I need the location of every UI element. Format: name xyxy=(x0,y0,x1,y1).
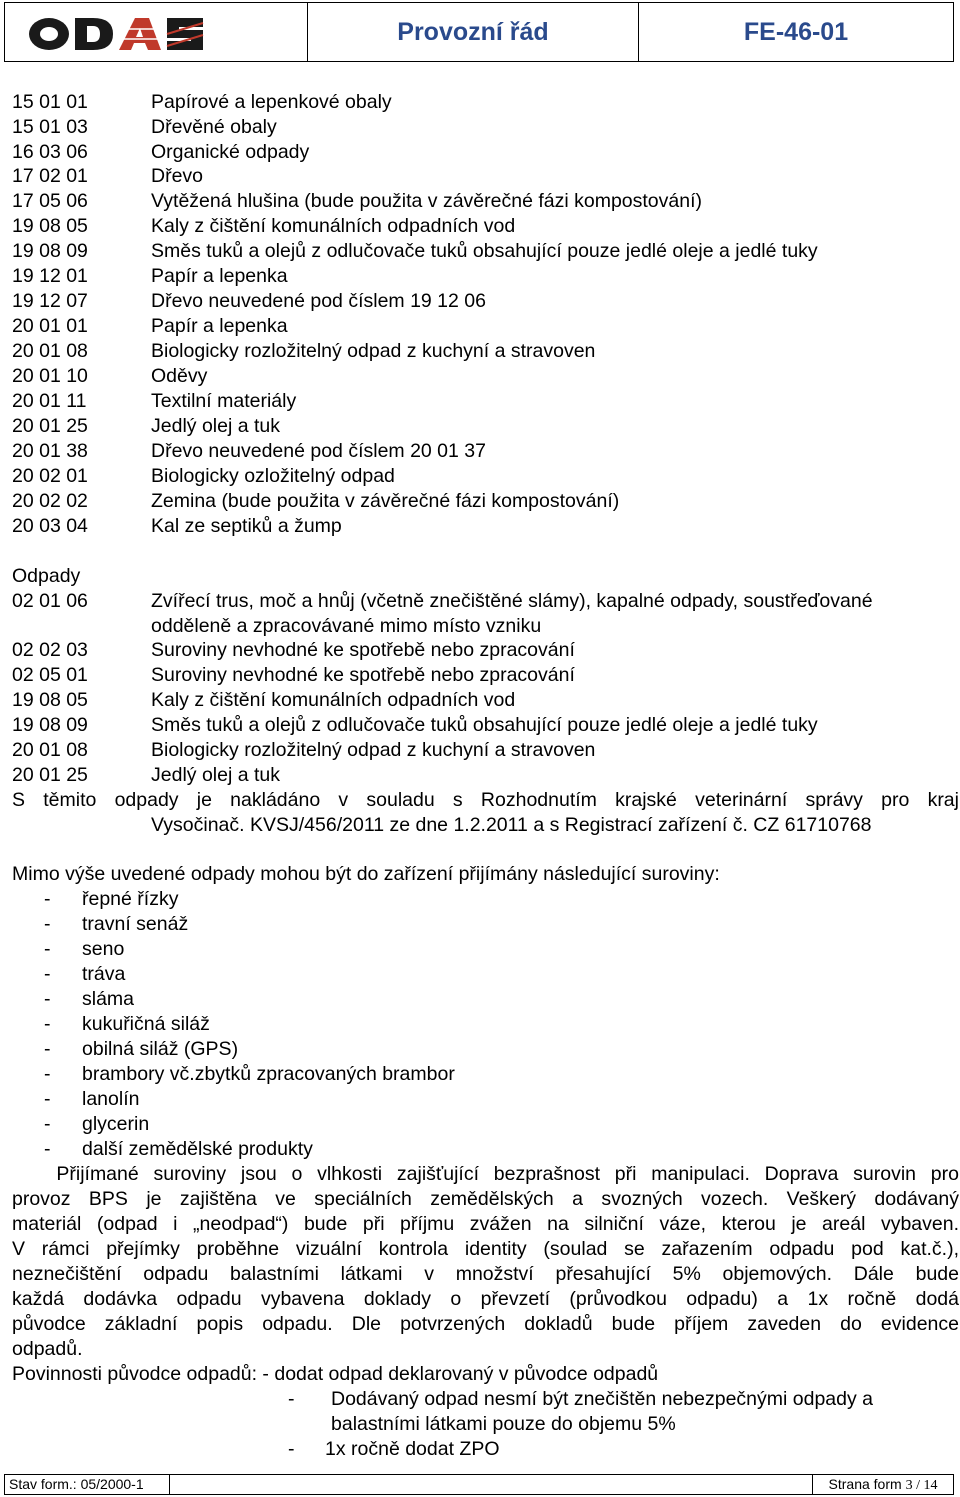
duty-dash: - xyxy=(288,1388,295,1410)
paragraph-line: V rámci přejímky proběhne vizuální kontrola identity (soulad se zařazením odpadu pod kat.č.), xyxy=(12,1238,959,1260)
waste-desc: Dřevo neuvedené pod číslem 20 01 37 xyxy=(151,440,486,462)
waste-code: 20 02 01 xyxy=(12,465,88,487)
waste-desc: Papír a lepenka xyxy=(151,265,288,287)
material-item: sláma xyxy=(82,988,135,1010)
waste-code: 15 01 03 xyxy=(12,116,88,138)
waste-desc: Biologicky rozložitelný odpad z kuchyní a stravoven xyxy=(151,739,596,761)
waste-code: 20 03 04 xyxy=(12,515,88,537)
waste-code: 20 01 25 xyxy=(12,415,88,437)
bullet-dash: - xyxy=(44,963,51,985)
bullet-dash: - xyxy=(44,1063,51,1085)
waste-code: 02 02 03 xyxy=(12,639,88,661)
waste-code: 19 08 05 xyxy=(12,215,88,237)
bullet-dash: - xyxy=(44,1088,51,1110)
material-item: seno xyxy=(82,938,125,960)
material-item: tráva xyxy=(82,963,126,985)
waste-code: 20 02 02 xyxy=(12,490,88,512)
materials-intro: Mimo výše uvedené odpady mohou být do zařízení přijímány následující suroviny: xyxy=(12,863,720,885)
bullet-dash: - xyxy=(44,913,51,935)
waste-code: 20 01 38 xyxy=(12,440,88,462)
waste-desc: Zvířecí trus, moč a hnůj (včetně znečištěné slámy), kapalné odpady, soustřeďované xyxy=(151,590,873,612)
bullet-dash: - xyxy=(44,1038,51,1060)
bullet-dash: - xyxy=(44,888,51,910)
document-title-cell xyxy=(308,3,639,61)
waste-code: 20 01 01 xyxy=(12,315,88,337)
material-item: travní senáž xyxy=(82,913,189,935)
paragraph-line: původce základní popis odpadu. Dle potvrzených dokladů bude příjem zaveden do evidence xyxy=(12,1313,959,1335)
bullet-dash: - xyxy=(44,988,51,1010)
paragraph-line: provoz BPS je zajištěna ve speciálních zemědělských a svozných vozech. Veškerý dodávaný xyxy=(12,1188,959,1210)
page-footer xyxy=(4,1474,954,1495)
material-item: kukuřičná siláž xyxy=(82,1013,210,1035)
waste-code: 17 02 01 xyxy=(12,165,88,187)
waste-desc: Papírové a lepenkové obaly xyxy=(151,91,392,113)
paragraph-last-line: odpadů. xyxy=(12,1338,83,1360)
company-logo xyxy=(5,3,308,61)
duty-dash: - xyxy=(288,1438,295,1460)
page-header xyxy=(4,2,954,62)
paragraph-line: každá dodávka odpadu vybavena doklady o převzetí (průvodkou odpadu) a 1x ročně dodá xyxy=(12,1288,959,1310)
document-code-cell xyxy=(639,3,953,61)
waste-code: 19 08 05 xyxy=(12,689,88,711)
waste-desc: Směs tuků a olejů z odlučovače tuků obsahující pouze jedlé oleje a jedlé tuky xyxy=(151,714,818,736)
waste-desc: Dřevo xyxy=(151,165,204,187)
duty-item: Dodávaný odpad nesmí být znečištěn nebezpečnými odpady a xyxy=(331,1388,874,1410)
section-heading: Odpady xyxy=(12,565,81,587)
document-code: FE-46-01 xyxy=(743,17,849,46)
waste-desc: Dřevěné obaly xyxy=(151,116,277,138)
waste-desc: Biologicky rozložitelný odpad z kuchyní a stravoven xyxy=(151,340,596,362)
waste-desc: Dřevo neuvedené pod číslem 19 12 06 xyxy=(151,290,486,312)
material-item: lanolín xyxy=(82,1088,140,1110)
waste-desc-continued: odděleně a zpracovávané mimo místo vzniku xyxy=(151,615,542,637)
bullet-dash: - xyxy=(44,938,51,960)
waste-code: 02 01 06 xyxy=(12,590,88,612)
waste-code: 15 01 01 xyxy=(12,91,88,113)
veterinary-note-continued: Vysočinač. KVSJ/456/2011 ze dne 1.2.2011 a s Registrací zařízení č. CZ 61710768 xyxy=(151,814,872,836)
document-title: Provozní řád xyxy=(397,17,549,46)
veterinary-note: S těmito odpady je nakládáno v souladu s Rozhodnutím krajské veterinární správy pro kraj xyxy=(12,789,959,811)
waste-desc: Organické odpady xyxy=(151,141,310,163)
paragraph-line: materiál (odpad i „neodpad“) bude při příjmu zvážen na silniční váze, kterou je areál vybaven. xyxy=(12,1213,959,1235)
duty-item-continued: balastními látkami pouze do objemu 5% xyxy=(331,1413,676,1435)
page-label: Strana form xyxy=(828,1476,902,1492)
paragraph-line: neznečištění odpadu balastními látkami v množství přesahující 5% objemových. Dále bude xyxy=(12,1263,959,1285)
material-item: další zemědělské produkty xyxy=(82,1138,313,1160)
waste-desc: Jedlý olej a tuk xyxy=(151,764,280,786)
page-number xyxy=(813,1475,953,1494)
bullet-dash: - xyxy=(44,1138,51,1160)
waste-code: 20 01 08 xyxy=(12,340,88,362)
material-item: řepné řízky xyxy=(82,888,179,910)
bullet-dash: - xyxy=(44,1113,51,1135)
waste-code: 20 01 08 xyxy=(12,739,88,761)
page-count: 3 / 14 xyxy=(905,1478,938,1493)
waste-code: 20 01 25 xyxy=(12,764,88,786)
waste-code: 16 03 06 xyxy=(12,141,88,163)
material-item: glycerin xyxy=(82,1113,150,1135)
duty-item: 1x ročně dodat ZPO xyxy=(325,1438,500,1460)
waste-desc: Papír a lepenka xyxy=(151,315,288,337)
material-item: brambory vč.zbytků zpracovaných brambor xyxy=(82,1063,455,1085)
waste-code: 20 01 11 xyxy=(12,390,87,412)
waste-code: 02 05 01 xyxy=(12,664,88,686)
waste-desc: Biologicky ozložitelný odpad xyxy=(151,465,395,487)
waste-desc: Zemina (bude použita v závěrečné fázi kompostování) xyxy=(151,490,620,512)
waste-desc: Suroviny nevhodné ke spotřebě nebo zpracování xyxy=(151,639,575,661)
waste-code: 19 12 01 xyxy=(12,265,88,287)
waste-desc: Kaly z čištění komunálních odpadních vod xyxy=(151,689,516,711)
waste-desc: Jedlý olej a tuk xyxy=(151,415,280,437)
waste-desc: Oděvy xyxy=(151,365,208,387)
bullet-dash: - xyxy=(44,1013,51,1035)
producer-duties: Povinnosti původce odpadů: - dodat odpad deklarovaný v původce odpadů xyxy=(12,1363,659,1385)
waste-desc: Kal ze septiků a žump xyxy=(151,515,342,537)
waste-code: 17 05 06 xyxy=(12,190,88,212)
waste-code: 19 08 09 xyxy=(12,240,88,262)
waste-desc: Suroviny nevhodné ke spotřebě nebo zpracování xyxy=(151,664,575,686)
form-status: Stav form.: 05/2000-1 xyxy=(5,1475,170,1494)
waste-desc: Textilní materiály xyxy=(151,390,297,412)
waste-code: 19 12 07 xyxy=(12,290,88,312)
waste-code: 19 08 09 xyxy=(12,714,88,736)
paragraph-line: Přijímané suroviny jsou o vlhkosti zajišťující bezprašnost při manipulaci. Doprava surovin pro xyxy=(12,1163,959,1185)
odas-logo-icon xyxy=(27,15,207,53)
waste-desc: Směs tuků a olejů z odlučovače tuků obsahující pouze jedlé oleje a jedlé tuky xyxy=(151,240,818,262)
waste-code: 20 01 10 xyxy=(12,365,88,387)
footer-spacer xyxy=(170,1475,813,1494)
waste-desc: Kaly z čištění komunálních odpadních vod xyxy=(151,215,516,237)
material-item: obilná siláž (GPS) xyxy=(82,1038,239,1060)
waste-desc: Vytěžená hlušina (bude použita v závěrečné fázi kompostování) xyxy=(151,190,703,212)
